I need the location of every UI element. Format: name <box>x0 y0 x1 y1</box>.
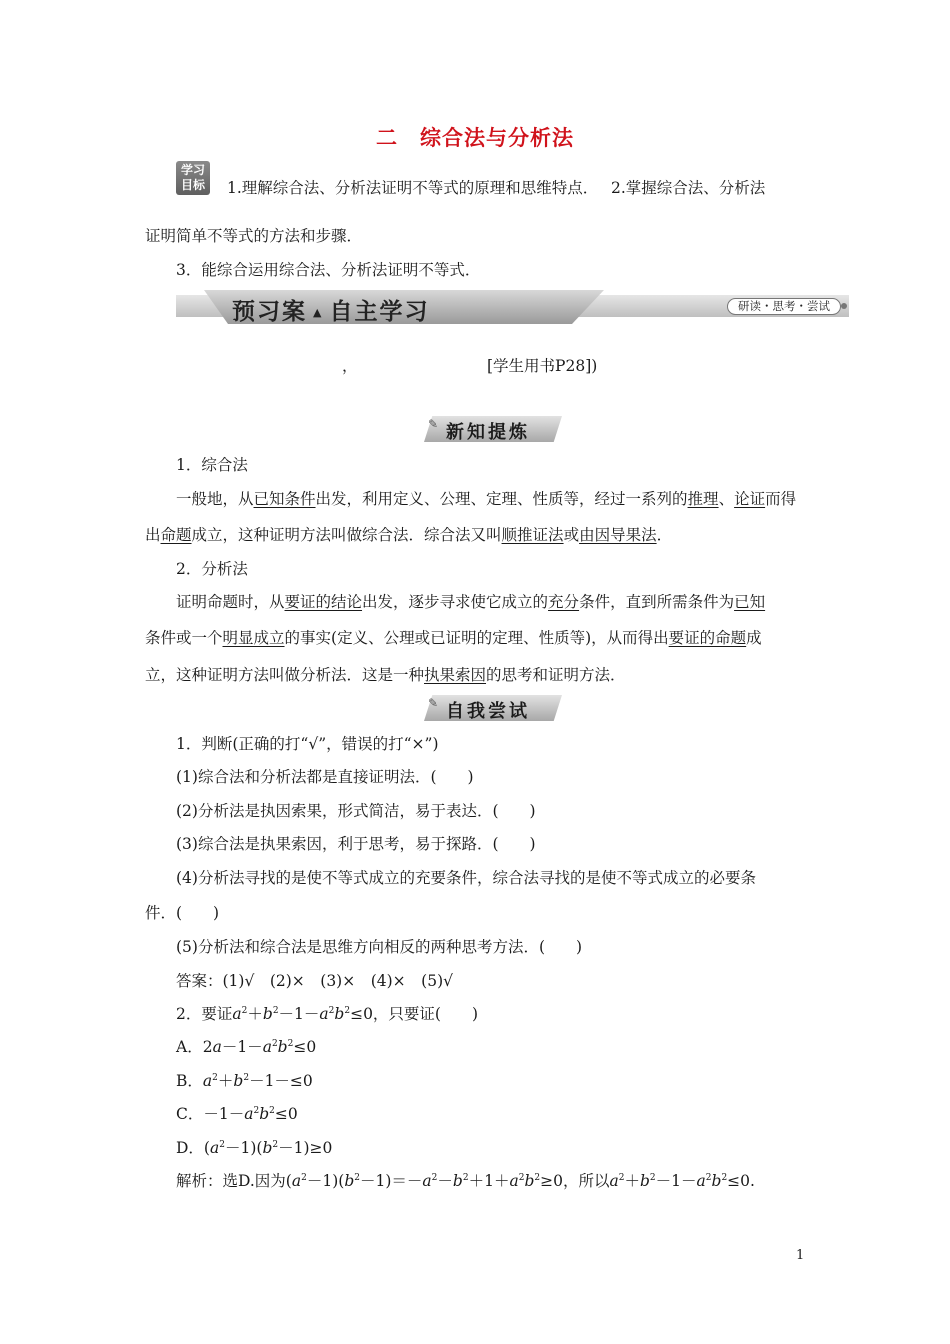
analysis-para-line3: 立，这种证明方法叫做分析法．这是一种执果索因的思考和证明方法． <box>145 666 626 684</box>
goal-line-2: 证明简单不等式的方法和步骤． <box>145 227 363 245</box>
keyword: 要证的命题 <box>668 629 747 647</box>
goal-line-3: 3．能综合运用综合法、分析法证明不等式． <box>176 261 481 279</box>
q2-option-c: C．$-1-a^2b^2\le 0$ <box>176 1105 298 1123</box>
banner-tag: 研读・思考・尝试 <box>727 298 841 315</box>
q2-option-b: B．$a^2+b^2-1-\le 0$ <box>176 1072 313 1090</box>
triangle-icon: ▲ <box>313 306 324 319</box>
page-title: 二 综合法与分析法 <box>376 125 574 150</box>
pen-icon: ✎ <box>428 696 439 710</box>
keyword: 明显成立 <box>222 629 285 647</box>
banner-right-text: 自主学习 <box>329 299 430 325</box>
keyword: 推理 <box>687 490 719 508</box>
q1-stem: 1．判断(正确的打“√”，错误的打“×”) <box>176 735 439 753</box>
learning-goals-badge <box>176 161 210 195</box>
keyword: 要证的结论 <box>284 593 363 611</box>
banner-title <box>232 293 429 326</box>
badge-line1: 学习 <box>180 163 205 177</box>
synthesis-para-line1: 一般地，从已知条件出发，利用定义、公理、定理、性质等，经过一系列的推理、论证而得 <box>176 490 797 508</box>
ref-comma: ， <box>342 357 358 375</box>
analysis-title: 2．分析法 <box>176 560 248 578</box>
book-reference: [学生用书P28]) <box>487 357 598 375</box>
keyword: 充分 <box>548 593 580 611</box>
synthesis-title: 1．综合法 <box>176 456 248 474</box>
q1-item-2: (2)分析法是执因索果，形式简洁，易于表达．( ) <box>176 802 536 820</box>
section-heading-new-knowledge <box>424 416 562 442</box>
q1-item-3: (3)综合法是执果索因，利于思考，易于探路．( ) <box>176 835 536 853</box>
q1-item-4a: (4)分析法寻找的是使不等式成立的充要条件，综合法寻找的是使不等式成立的必要条 <box>176 869 756 887</box>
q2-solution: 解析：选D.因为$(a^2-1)(b^2-1)=-a^2-b^2+1+a^2b^2\ge 0$，所以$a^2+b^2-1-a^2b^2\le 0$. <box>176 1172 755 1190</box>
q1-answer: 答案：(1)√ (2)× (3)× (4)× (5)√ <box>176 972 453 990</box>
keyword: 执果索因 <box>424 666 487 684</box>
q1-item-1: (1)综合法和分析法都是直接证明法．( ) <box>176 768 474 786</box>
heading-text: 新知提炼 <box>446 422 530 443</box>
q2-option-d: D．$(a^2-1)(b^2-1)\ge 0$ <box>176 1139 333 1157</box>
q1-item-4b: 件．( ) <box>145 904 220 922</box>
pen-icon: ✎ <box>428 417 439 431</box>
preview-banner <box>176 290 849 324</box>
goal-line-1: 1.理解综合法、分析法证明不等式的原理和思维特点． 2.掌握综合法、分析法 <box>227 179 766 197</box>
keyword: 顺推证法 <box>501 526 564 544</box>
synthesis-para-line2: 出命题成立，这种证明方法叫做综合法．综合法又叫顺推证法或由因导果法． <box>145 526 673 544</box>
q2-stem: 2．要证$a^2+b^2-1-a^2b^2\le 0$，只要证( ) <box>176 1005 479 1023</box>
badge-line2: 目标 <box>180 178 205 192</box>
analysis-para-line1: 证明命题时，从要证的结论出发，逐步寻求使它成立的充分条件，直到所需条件为已知 <box>176 593 766 611</box>
keyword: 论证 <box>734 490 766 508</box>
keyword: 由因导果法 <box>579 526 657 544</box>
page-number: 1 <box>796 1248 805 1263</box>
keyword: 已知 <box>734 593 766 611</box>
banner-left-text: 预习案 <box>232 299 307 325</box>
keyword: 已知条件 <box>253 490 316 508</box>
banner-dot <box>841 303 847 309</box>
analysis-para-line2: 条件或一个明显成立的事实(定义、公理或已证明的定理、性质等)，从而得出要证的命题成 <box>145 629 762 647</box>
q1-item-5: (5)分析法和综合法是思维方向相反的两种思考方法．( ) <box>176 938 583 956</box>
heading-text: 自我尝试 <box>446 701 530 722</box>
section-heading-self-test <box>424 695 562 721</box>
q2-option-a: A．$2a-1-a^2b^2\le 0$ <box>176 1038 317 1056</box>
keyword: 命题 <box>160 526 192 544</box>
